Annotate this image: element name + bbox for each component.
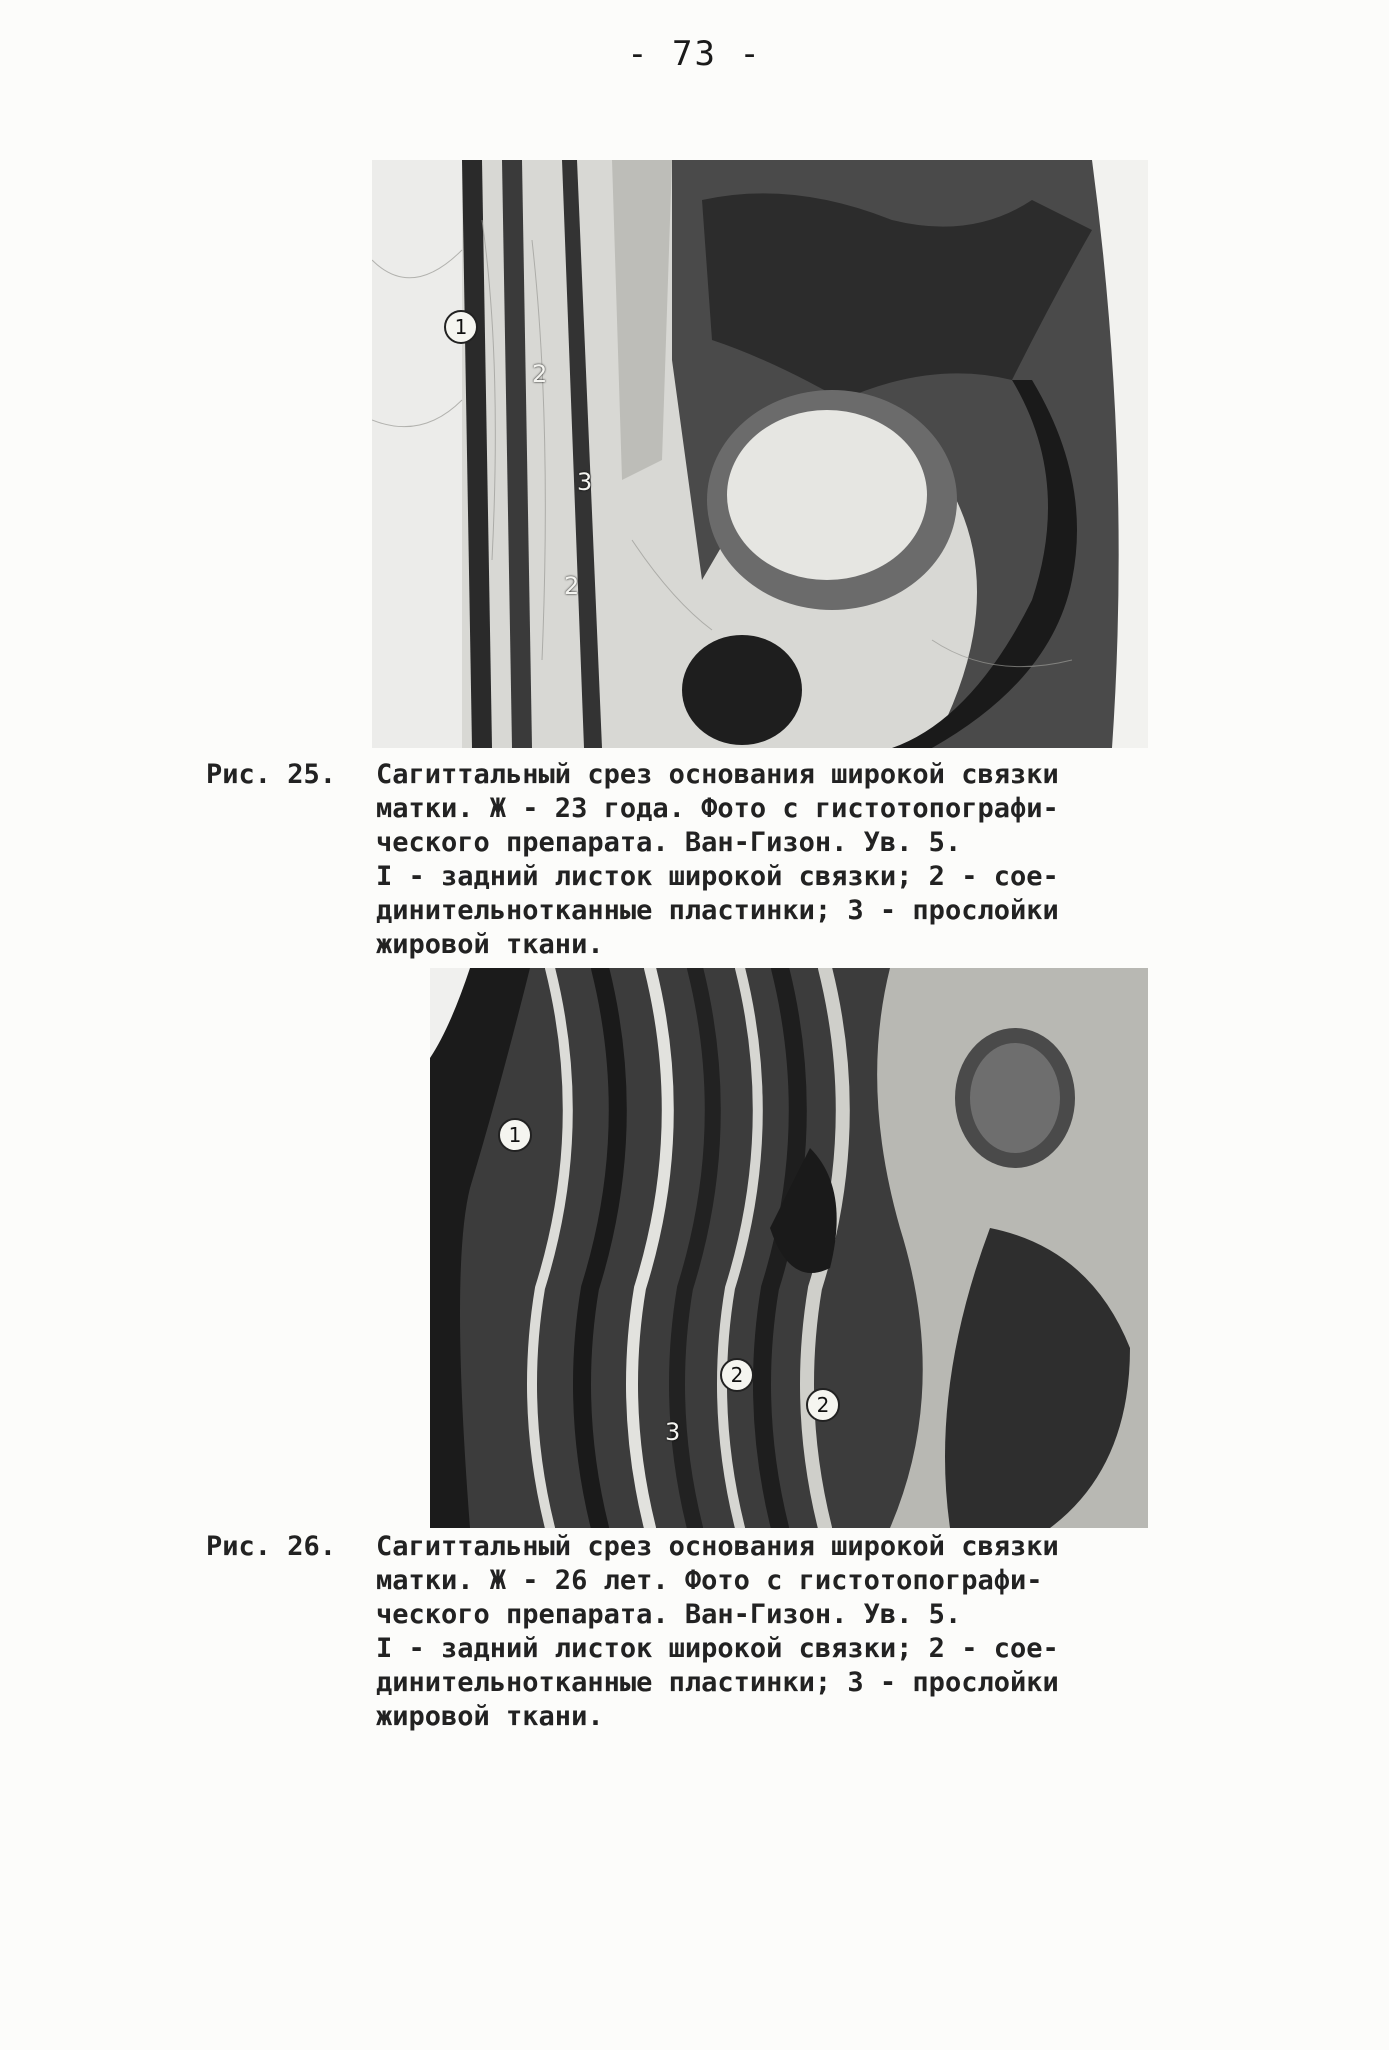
figure-26-caption [206, 1530, 1206, 1734]
label-3: 3 [665, 1418, 681, 1446]
caption-line: динительнотканные пластинки; 3 - прослойки [376, 895, 1059, 926]
caption-line: матки. Ж - 23 года. Фото с гистотопографи- [376, 793, 1059, 824]
label-3: 3 [577, 468, 593, 496]
marker-1: 1 [498, 1118, 532, 1152]
figure-25-prefix: Рис. 25. [206, 759, 337, 790]
label-2: 2 [532, 360, 548, 388]
figure-25-photo [372, 160, 1148, 748]
marker-2: 2 [720, 1358, 754, 1392]
marker-1: 1 [444, 310, 478, 344]
figure-26-prefix: Рис. 26. [206, 1531, 337, 1562]
figure-25-caption [206, 758, 1206, 962]
figure-26-photo [430, 968, 1148, 1528]
caption-line: жировой ткани. [376, 1701, 604, 1732]
caption-line: жировой ткани. [376, 929, 604, 960]
label-2-lower: 2 [564, 572, 580, 600]
caption-line: ческого препарата. Ван-Гизон. Ув. 5. [376, 827, 962, 858]
caption-line: ческого препарата. Ван-Гизон. Ув. 5. [376, 1599, 962, 1630]
page-number: - 73 - [627, 34, 762, 74]
caption-line: динительнотканные пластинки; 3 - прослойки [376, 1667, 1059, 1698]
caption-line: матки. Ж - 26 лет. Фото с гистотопографи- [376, 1565, 1043, 1596]
marker-2-right: 2 [806, 1388, 840, 1422]
caption-line: I - задний листок широкой связки; 2 - сое- [376, 861, 1059, 892]
caption-line: I - задний листок широкой связки; 2 - сое- [376, 1633, 1059, 1664]
caption-line: Сагиттальный срез основания широкой связки [376, 759, 1059, 790]
caption-line: Сагиттальный срез основания широкой связки [376, 1531, 1059, 1562]
